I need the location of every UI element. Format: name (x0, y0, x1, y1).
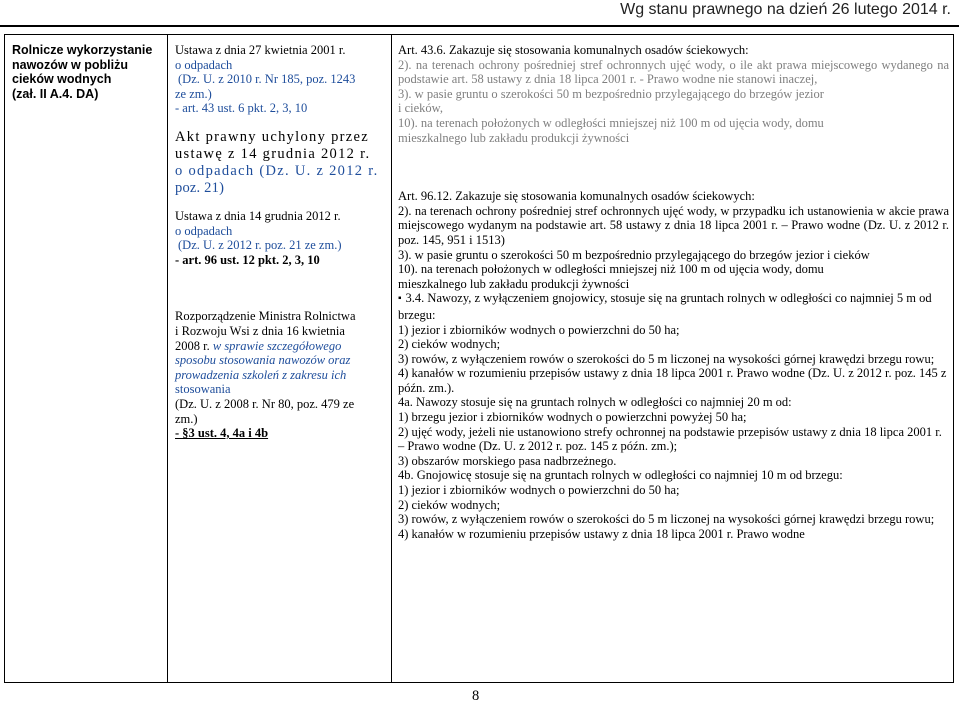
paragraph-3-4: ▪ 3.4. Nawozy, z wyłączeniem gnojowicy, stosuje się na gruntach rolnych w odległości co najmniej 5 m od brzegu: (398, 291, 949, 322)
table-row (5, 35, 954, 683)
legal-status-header: Wg stanu prawnego na dzień 26 lutego 2014 r. (620, 1, 951, 18)
legal-acts-cell (168, 35, 392, 683)
provision-art-96-12: Art. 96.12. Zakazuje się stosowania komunalnych osadów ściekowych: 2). na terenach ochrony pośredniej stref ochronnych ujęć wody, w przypadku ich ustanowienia w akcie prawa miejscowego wydanym na podstawie art. 58 ustawy z dnia 18 lipca 2001 r. – Prawo wodne (Dz. U. z 2012 r. poz. 145, 951 i 1513) 3). w pasie gruntu o szerokości 50 m bezpośrednio przylegającego do brzegów jezior i cieków 10). na terenach położonych w odległości mniejszej niż 100 m od ujęcia wody, domu mieszkalnego lub zakładu produkcji żywności (398, 189, 949, 291)
act-block-regulation-2008: Rozporządzenie Ministra Rolnictwa i Rozwoju Wsi z dnia 16 kwietnia 2008 r. w sprawie szczegółowego sposobu stosowania nawozów oraz prowadzenia szkoleń z zakresu ich stosowania (Dz. U. z 2008 r. Nr 80, poz. 479 ze zm.) - §3 ust. 4, 4a i 4b (175, 309, 356, 441)
provision-par-3: ▪ 3.4. Nawozy, z wyłączeniem gnojowicy, stosuje się na gruntach rolnych w odległości co najmniej 5 m od brzegu: 1) jezior i zbiorników wodnych o powierzchni do 50 ha; 2) cieków wodnych; 3) rowów, z wyłączeniem rowów o szerokości do 5 m liczonej na wysokości górnej krawędzi brzegu rowu; 4) kanałów w rozumieniu przepisów ustawy z dnia 18 lipca 2001 r. Prawo wodne (Dz. U. z 2012 r. poz. 145 z późn. zm.). 4a. Nawozy stosuje się na gruntach rolnych w odległości co najmniej 20 m od: 1) brzegu jezior i zbiorników wodnych o powierzchni powyżej 50 ha; 2) ujęć wody, jeżeli nie ustanowiono strefy ochronnej na podstawie przepisów ustawy z dnia 18 lipca 2001 r. – Prawo wodne (Dz. U. z 2012 r. poz. 145 z późn. zm.); 3) obszarów morskiego pasa nadbrzeżnego. 4b. Gnojowicę stosuje się na gruntach rolnych w odległości co najmniej 10 m od brzegu: 1) jezior i zbiorników wodnych o powierzchni do 50 ha; 2) cieków wodnych; 3) rowów, z wyłączeniem rowów o szerokości do 5 m liczonej na wysokości górnej krawędzi brzegu rowu; 4) kanałów w rozumieniu przepisów ustawy z dnia 18 lipca 2001 r. Prawo wodne (398, 291, 949, 541)
requirement-cell (5, 35, 168, 683)
provision-art-43-6: Art. 43.6. Zakazuje się stosowania komunalnych osadów ściekowych: 2). na terenach ochrony pośredniej stref ochronnych ujęć wody, o ile akt prawa miejscowego wydanego na podstawie art. 58 ustawy z dnia 18 lipca 2001 r. - Prawo wodne nie stanowi inaczej, 3). w pasie gruntu o szerokości 50 m bezpośrednio przylegającego do brzegów jezior i cieków, 10). na terenach położonych w odległości mniejszej niż 100 m od ujęcia wody, domu mieszkalnego lub zakładu produkcji żywności (398, 43, 949, 145)
regulation-table (4, 34, 954, 683)
paragraph-4b: 4b. Gnojowicę stosuje się na gruntach rolnych w odległości co najmniej 10 m od brzegu: (398, 468, 843, 483)
requirement-title: Rolnicze wykorzystanie nawozów w pobliżu cieków wodnych (zał. II A.4. DA) (12, 43, 153, 101)
page-number: 8 (472, 688, 480, 704)
act-block-waste-2012: Ustawa z dnia 14 grudnia 2012 r. o odpadach (Dz. U. z 2012 r. poz. 21 ze zm.) - art. 96 ust. 12 pkt. 2, 3, 10 (175, 208, 342, 267)
paragraph-4a: 4a. Nawozy stosuje się na gruntach rolnych w odległości co najmniej 20 m od: (398, 395, 792, 410)
act-block-waste-2001: Ustawa z dnia 27 kwietnia 2001 r. o odpadach (Dz. U. z 2010 r. Nr 185, poz. 1243 ze zm.) - art. 43 ust. 6 pkt. 2, 3, 10 (175, 43, 356, 116)
provisions-cell (392, 35, 954, 683)
page-header (0, 0, 959, 27)
repeal-note: Akt prawny uchylony przez ustawę z 14 grudnia 2012 r. o odpadach (Dz. U. z 2012 r. poz. 21) (175, 128, 379, 196)
